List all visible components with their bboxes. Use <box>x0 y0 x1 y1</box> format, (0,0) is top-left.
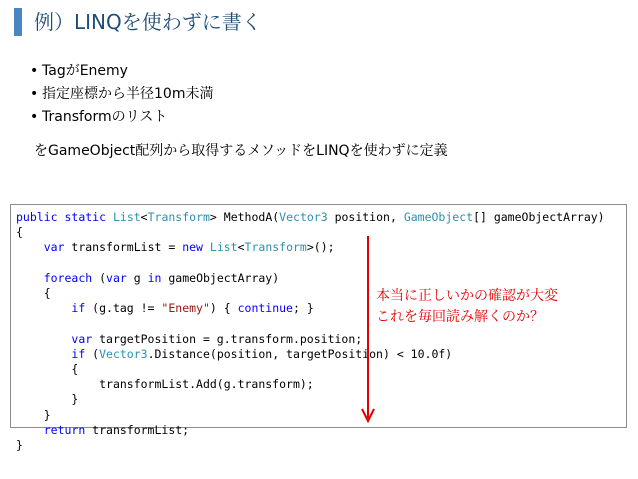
code-block <box>16 210 605 453</box>
annotation-line: これを毎回読み解くのか？ <box>376 309 544 325</box>
bullet-text: Transformのリスト <box>42 109 168 125</box>
bullet-icon: • <box>30 63 39 79</box>
code-keyword: public <box>16 210 58 224</box>
code-line-14: } <box>16 438 23 453</box>
bullet-icon: • <box>30 109 39 125</box>
code-line-1: public static List<Transform> MethodA(Vector3 position, GameObject[] gameObjectArray) <box>16 210 605 224</box>
code-line-3: var transformList = new List<Transform>(); <box>43 240 335 255</box>
code-keyword: if <box>71 346 86 361</box>
code-text: >(); <box>306 240 335 255</box>
code-text: gameObjectArray) <box>161 270 280 285</box>
bullet-text: 指定座標から半径10m未満 <box>42 86 214 102</box>
code-line-7 <box>16 332 362 346</box>
code-keyword: foreach <box>43 270 93 285</box>
code-keyword: var <box>106 270 127 285</box>
bullet-text: TagがEnemy <box>42 63 128 79</box>
code-type: Vector3 <box>279 210 328 224</box>
annotation-line: 本当に正しいかの確認が大変 <box>376 288 558 304</box>
bullet-icon: • <box>30 86 39 102</box>
code-text: ( <box>85 346 100 361</box>
code-text: ; } <box>292 301 314 316</box>
condition-list <box>30 60 213 129</box>
code-line-6 <box>16 301 314 315</box>
code-line-2: { <box>16 225 23 240</box>
list-item <box>30 83 213 106</box>
summary-text: をGameObject配列から取得するメソッドをLINQを使わずに定義 <box>34 143 448 159</box>
code-keyword: new <box>182 240 203 255</box>
code-line-8 <box>16 347 452 361</box>
code-line-12: } <box>43 407 51 422</box>
code-keyword: return <box>43 422 86 437</box>
code-type: GameObject <box>403 210 474 224</box>
slide-title: 例）LINQを使わずに書く <box>34 10 262 34</box>
code-text: ) { <box>209 301 238 316</box>
code-line-4 <box>16 271 279 285</box>
code-keyword: static <box>64 210 107 224</box>
code-line-13 <box>16 423 189 437</box>
code-text: position, <box>327 210 404 224</box>
code-text: (g.tag != <box>85 301 162 316</box>
code-line-5: { <box>43 286 51 301</box>
code-text: ( <box>92 270 107 285</box>
code-text: [] gameObjectArray) <box>473 210 605 224</box>
code-type: Transform <box>244 240 307 255</box>
code-line-10: transformList.Add(g.transform); <box>99 377 314 392</box>
code-keyword: var <box>43 240 65 255</box>
list-item <box>30 60 213 83</box>
code-keyword: in <box>147 270 162 285</box>
code-text: targetPosition = g.transform.position; <box>92 331 363 346</box>
code-text: g <box>126 270 148 285</box>
code-line-11: } <box>71 392 79 407</box>
code-line-9: { <box>71 362 79 377</box>
code-keyword: if <box>71 301 86 316</box>
code-text: transformList; <box>85 422 190 437</box>
code-text: .Distance(position, targetPosition) < 10.0f) <box>147 346 453 361</box>
code-type: List <box>209 240 238 255</box>
code-text: transformList = <box>64 240 183 255</box>
code-type: Vector3 <box>99 346 148 361</box>
code-type: Transform <box>147 210 210 224</box>
code-type: List <box>112 210 141 224</box>
annotation-note <box>376 286 558 328</box>
code-keyword: var <box>71 331 93 346</box>
code-keyword: continue <box>237 301 293 316</box>
list-item <box>30 106 213 129</box>
code-text: MethodA( <box>223 210 280 224</box>
code-string: "Enemy" <box>161 301 210 316</box>
title-accent-bar <box>14 8 22 36</box>
